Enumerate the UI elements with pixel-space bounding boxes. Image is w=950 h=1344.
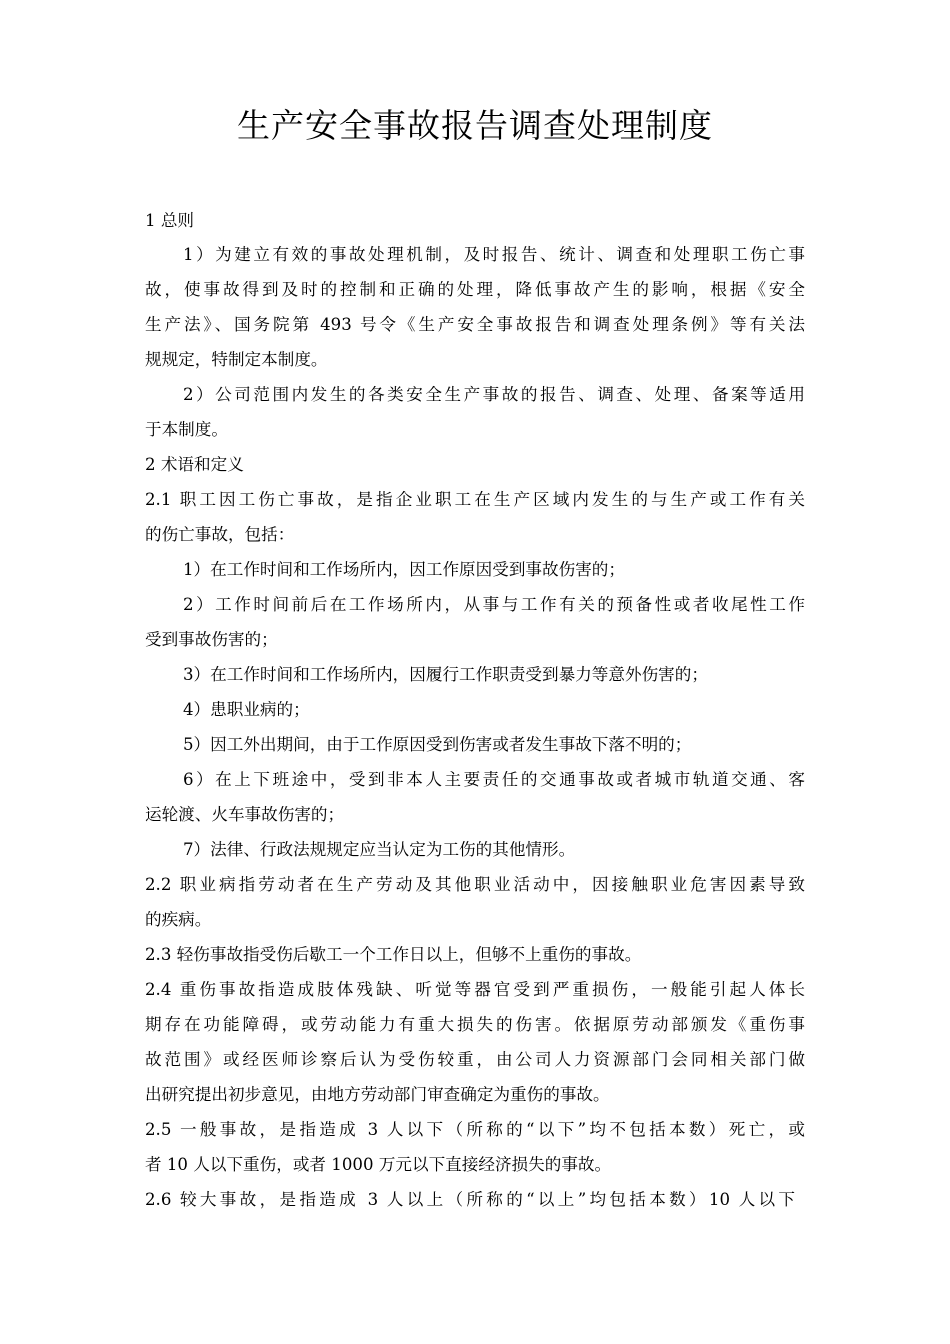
- paragraph-line: 2）公司范围内发生的各类安全生产事故的报告、调查、处理、备案等适用: [183, 385, 805, 404]
- paragraph-line: 2.3 轻伤事故指受伤后歇工一个工作日以上，但够不上重伤的事故。: [145, 945, 642, 964]
- paragraph-line: 故范围》或经医师诊察后认为受伤较重，由公司人力资源部门会同相关部门做: [145, 1050, 805, 1069]
- list-item: 5）因工外出期间，由于工作原因受到伤害或者发生事故下落不明的；: [183, 735, 692, 754]
- paragraph-line: 2.1 职工因工伤亡事故，是指企业职工在生产区域内发生的与生产或工作有关: [145, 490, 805, 509]
- paragraph-line: 者 10 人以下重伤，或者 1000 万元以下直接经济损失的事故。: [145, 1155, 612, 1174]
- paragraph-line: 2.6 较大事故，是指造成 3 人以上（所称的“以上”均包括本数）10 人以下: [145, 1190, 795, 1209]
- paragraph-line: 故，使事故得到及时的控制和正确的处理，降低事故产生的影响，根据《安全: [145, 280, 805, 299]
- list-item: 受到事故伤害的；: [145, 630, 278, 649]
- paragraph-line: 期存在功能障碍，或劳动能力有重大损失的伤害。依据原劳动部颁发《重伤事: [145, 1015, 805, 1034]
- paragraph-line: 1）为建立有效的事故处理机制，及时报告、统计、调查和处理职工伤亡事: [183, 245, 805, 264]
- list-item: 6）在上下班途中，受到非本人主要责任的交通事故或者城市轨道交通、客: [183, 770, 805, 789]
- paragraph-line: 2.2 职业病指劳动者在生产劳动及其他职业活动中，因接触职业危害因素导致: [145, 875, 805, 894]
- list-item: 1）在工作时间和工作场所内，因工作原因受到事故伤害的；: [183, 560, 625, 579]
- paragraph-line: 生产法》、国务院第 493 号令《生产安全事故报告和调查处理条例》等有关法: [145, 315, 805, 334]
- paragraph-line: 出研究提出初步意见，由地方劳动部门审查确定为重伤的事故。: [145, 1085, 610, 1104]
- paragraph-line: 的疾病。: [145, 910, 212, 929]
- document-title: 生产安全事故报告调查处理制度: [237, 106, 713, 145]
- list-item: 2）工作时间前后在工作场所内，从事与工作有关的预备性或者收尾性工作: [183, 595, 805, 614]
- paragraph-line: 于本制度。: [145, 420, 228, 439]
- list-item: 3）在工作时间和工作场所内，因履行工作职责受到暴力等意外伤害的；: [183, 665, 708, 684]
- list-item: 4）患职业病的；: [183, 700, 310, 719]
- paragraph-line: 规规定，特制定本制度。: [145, 350, 328, 369]
- paragraph-line: 的伤亡事故，包括：: [145, 525, 295, 544]
- list-item: 7）法律、行政法规规定应当认定为工伤的其他情形。: [183, 840, 576, 859]
- paragraph-line: 2.4 重伤事故指造成肢体残缺、听觉等器官受到严重损伤，一般能引起人体长: [145, 980, 805, 999]
- list-item: 运轮渡、火车事故伤害的；: [145, 805, 345, 824]
- paragraph-line: 2.5 一般事故，是指造成 3 人以下（所称的“以下”均不包括本数）死亡，或: [145, 1120, 805, 1139]
- section-heading: 2 术语和定义: [145, 455, 244, 474]
- section-heading: 1 总则: [145, 211, 195, 230]
